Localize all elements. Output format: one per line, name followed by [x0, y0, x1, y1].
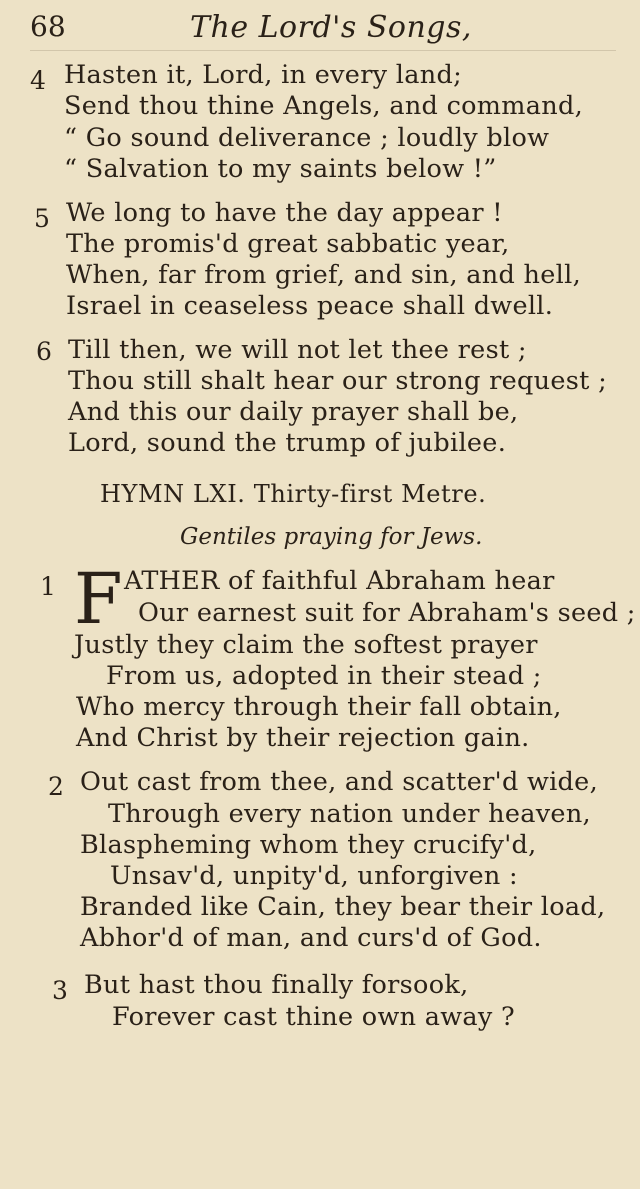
- verse-line: Forever cast thine own away ?: [112, 1002, 515, 1032]
- verse-number: 5: [34, 204, 50, 233]
- verse-line: “ Salvation to my saints below !”: [64, 154, 497, 184]
- verse-number: 4: [30, 66, 46, 95]
- page-number: 68: [30, 10, 66, 43]
- verse-line: And this our daily prayer shall be,: [68, 397, 519, 427]
- verse-number: 3: [52, 976, 68, 1005]
- verse-line: Till then, we will not let thee rest ;: [68, 335, 527, 365]
- verse-number: 2: [48, 772, 64, 801]
- verse-line: Through every nation under heaven,: [108, 799, 591, 829]
- verse-line: The promis'd great sabbatic year,: [66, 229, 510, 259]
- verse-line: From us, adopted in their stead ;: [106, 661, 542, 691]
- verse-line: Hasten it, Lord, in every land;: [64, 60, 462, 90]
- verse-line: Lord, sound the trump of jubilee.: [68, 428, 507, 458]
- verse-number: 6: [36, 337, 52, 366]
- verse-line: Unsav'd, unpity'd, unforgiven :: [110, 861, 518, 891]
- verse-line: And Christ by their rejection gain.: [76, 723, 530, 753]
- hymn-heading: HYMN LXI. Thirty-first Metre.: [100, 480, 487, 508]
- verse-line: Who mercy through their fall obtain,: [76, 692, 562, 722]
- verse-line: Our earnest suit for Abraham's seed ;: [138, 598, 636, 628]
- verse-line: Abhor'd of man, and curs'd of God.: [80, 923, 542, 953]
- verse-line: Thou still shalt hear our strong request ;: [68, 366, 607, 396]
- verse-line: Branded like Cain, they bear their load,: [80, 892, 606, 922]
- verse-line: When, far from grief, and sin, and hell,: [66, 260, 581, 290]
- page-header: [30, 8, 610, 48]
- hymn-subtitle: Gentiles praying for Jews.: [180, 524, 483, 550]
- verse-line: “ Go sound deliverance ; loudly blow: [64, 123, 550, 153]
- verse-line: ATHER of faithful Abraham hear: [124, 566, 555, 596]
- drop-cap-letter: F: [74, 558, 123, 640]
- verse-line: We long to have the day appear !: [66, 198, 503, 228]
- verse-line: Justly they claim the softest prayer: [74, 630, 538, 660]
- verse-line: Blaspheming whom they crucify'd,: [80, 830, 537, 860]
- verse-line: Out cast from thee, and scatter'd wide,: [80, 767, 598, 797]
- verse-line: Israel in ceaseless peace shall dwell.: [66, 291, 554, 321]
- verse-number: 1: [40, 572, 56, 601]
- running-title: The Lord's Songs,: [190, 10, 472, 45]
- verse-line: But hast thou finally forsook,: [84, 970, 469, 1000]
- verse-line: Send thou thine Angels, and command,: [64, 91, 584, 121]
- header-rule: [30, 50, 616, 51]
